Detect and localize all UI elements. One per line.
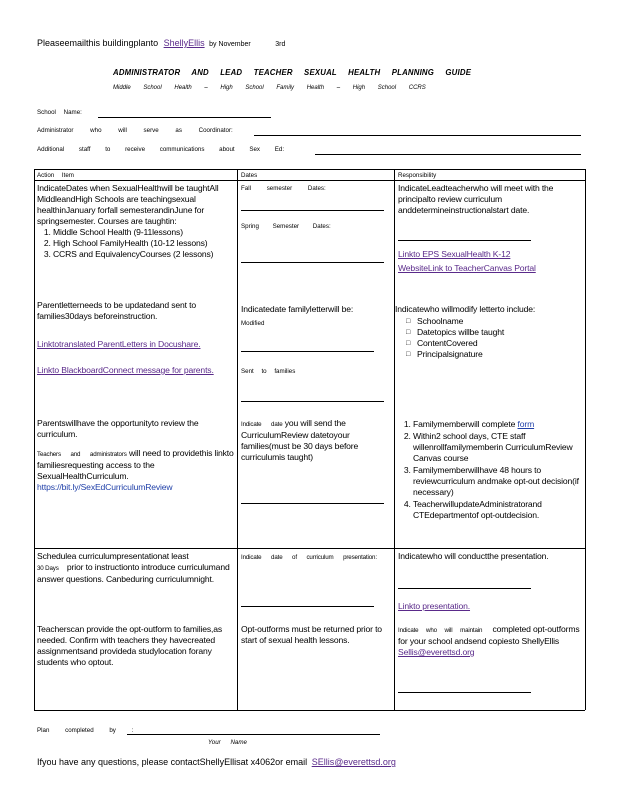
sellis-email-link[interactable]: Sellis@everettsd.org [398,647,475,657]
contact-text: Ifyou have any questions, please contactShellyEllisat x4062or email [37,757,308,767]
row2-action-text: Parentletterneeds to be updatedand sent to families30days beforeinstruction. [37,300,197,321]
fall-semester-label: Fall semester Dates: [241,185,326,192]
sent-date-field[interactable] [241,401,384,402]
school-name-label: School Name: [37,109,82,116]
row1-responsibility-text: IndicateLeadteacherwho will meet with the principalto review curriculum anddetermineinstructionalstart date. [398,183,554,215]
presentation-link[interactable]: Linkto presentation. [398,601,471,611]
row3-action [37,418,234,493]
page-title: ADMINISTRATOR AND LEAD TEACHER SEXUAL HEALTH PLANNING GUIDE [113,68,472,77]
intro-line [37,38,285,48]
row5-responsibility [398,624,582,658]
table-header-border [34,180,585,181]
row1-action-text: IndicateDates when SexualHealthwill be taughtAll MiddleandHigh Schools are teachingsexual healthinJanuary forfall semesterandinJune for springsemester. Courses are taughtin: [37,183,219,226]
intro-text: Pleaseemailthis buildingplanto [37,38,159,48]
plan-completed-field[interactable] [127,734,380,735]
additional-staff-field[interactable] [315,154,581,155]
row3-responsibility [398,419,582,521]
curriculum-review-date-field[interactable] [241,503,384,504]
translated-parent-letters-link[interactable]: Linktotranslated ParentLetters in Docushare. [37,339,201,349]
course-item: 1. Middle School Health (9-11lessons) [53,227,234,238]
lead-teacher-field[interactable] [398,240,531,241]
deadline-date: 3rd [275,41,286,48]
email-link-shelly[interactable]: ShellyEllis [163,38,205,48]
letter-item: □ Principalsignature [417,349,583,360]
forms-maintainer-field[interactable] [398,692,531,693]
review-step [413,419,582,430]
sent-to-families-label: Sent to families [241,368,296,375]
course-item: 3. CCRS and EquivalencyCourses (2 lessons) [53,249,234,260]
contact-email-link[interactable]: SEllis@everettsd.org [311,757,396,767]
row3-action-small: Teachers and administrators [37,451,127,458]
row5-dates-text: Opt-outforms must be returned prior to start of sexual health lessons. [241,624,382,645]
row2-responsibility-text: Indicatewho willmodify letterto include: [395,304,536,314]
row3-action-text: Parentswillhave the opportunityto review the curriculum. [37,418,199,439]
presentation-date-label: Indicate date of curriculum presentation: [241,554,377,561]
table-bottom-border [34,710,585,711]
review-step-text: Familymemberwill complete [413,419,518,429]
contact-line [37,757,396,767]
page-subtitle: Middle School Health – High School Family Health – High School CCRS [113,85,426,91]
review-step: 4. TeacherwillupdateAdministratorand CTEdepartmentof opt-outdecision. [413,499,582,521]
letter-item: □ Datetopics willbe taught [417,327,583,338]
row5-responsibility-text: completed opt-outforms for your school andsend copiesto ShellyEllis [398,624,580,646]
table-col-divider-1 [237,169,238,710]
row4-action-text2: prior to instructionto introduce curriculumand answer questions. Canbeduring curriculumnight. [37,562,230,584]
additional-staff-label: Additional staff to receive communications about Sex Ed: [37,146,285,153]
spring-semester-field[interactable] [241,262,384,263]
review-step: 3. Familymemberwillhave 48 hours to reviewcurriculum andmake opt-out decision(if necessary) [413,465,582,498]
your-name-caption: Your Name [208,739,247,746]
modified-label: Modified [241,320,265,327]
administrator-label: Administrator who will serve as Coordinator: [37,127,233,134]
row3-dates-text: you will send the CurriculumReview datetoyour families(must be 30 days before curriculumis taught) [241,418,359,462]
row4-action [37,551,234,585]
row3-dates [241,418,391,463]
teacher-canvas-portal-link[interactable]: WebsiteLink to TeacherCanvas Portal [398,263,536,273]
presenter-field[interactable] [398,588,531,589]
sexual-health-website-link[interactable]: Linkto EPS SexualHealth K-12 [398,249,511,259]
table-row-border [34,548,585,549]
plan-completed-label: Plan completed by : [37,727,134,734]
table-right-border [585,169,586,710]
review-step: 2. Within2 school days, CTE staff willenrollfamilymemberin CurriculumReview Canvas course [413,431,582,464]
curriculum-review-link[interactable]: https://bit.ly/SexEdCurriculumReview [37,482,173,492]
row2-responsibility [395,304,583,360]
table-left-border [34,169,35,710]
letter-item: □ ContentCovered [417,338,583,349]
presentation-date-field[interactable] [241,606,374,607]
header-responsibility: Responsibility [398,172,437,179]
header-dates: Dates [241,172,258,179]
family-form-link[interactable]: form [517,419,535,429]
row3-action-text2: will need to providethis linkto familiesrequesting access to the SexualHealthCurriculum. [37,448,234,481]
modified-date-field[interactable] [241,351,374,352]
deadline-text: by November [209,41,251,48]
row5-action-text: Teacherscan provide the opt-outform to families,as needed. Confirm with teachers they havecreated assignmentsand provideda studylocation forany students who optout. [37,624,222,667]
row5-responsibility-small: Indicate who will maintain [398,627,483,634]
letter-item: □ Schoolname [417,316,583,327]
row4-action-text: Schedulea curriculumpresentationat least [37,551,189,561]
course-item: 2. High School FamilyHealth (10-12 lessons) [53,238,234,249]
table-col-divider-2 [394,169,395,710]
header-action-item: Action Item [37,172,74,179]
spring-semester-label: Spring Semester Dates: [241,223,331,230]
table-top-border [34,169,585,170]
row4-action-small: 30 Days [37,565,59,572]
administrator-field[interactable] [254,135,581,136]
row1-action [37,183,234,260]
row3-dates-small: Indicate date [241,421,283,428]
blackboard-connect-link[interactable]: Linkto BlackboardConnect message for parents. [37,365,214,375]
school-name-field[interactable] [98,117,271,118]
fall-semester-field[interactable] [241,210,384,211]
row2-dates-text: Indicatedate familyletterwill be: [241,304,354,314]
row4-responsibility-text: Indicatewho will conductthe presentation. [398,551,549,561]
